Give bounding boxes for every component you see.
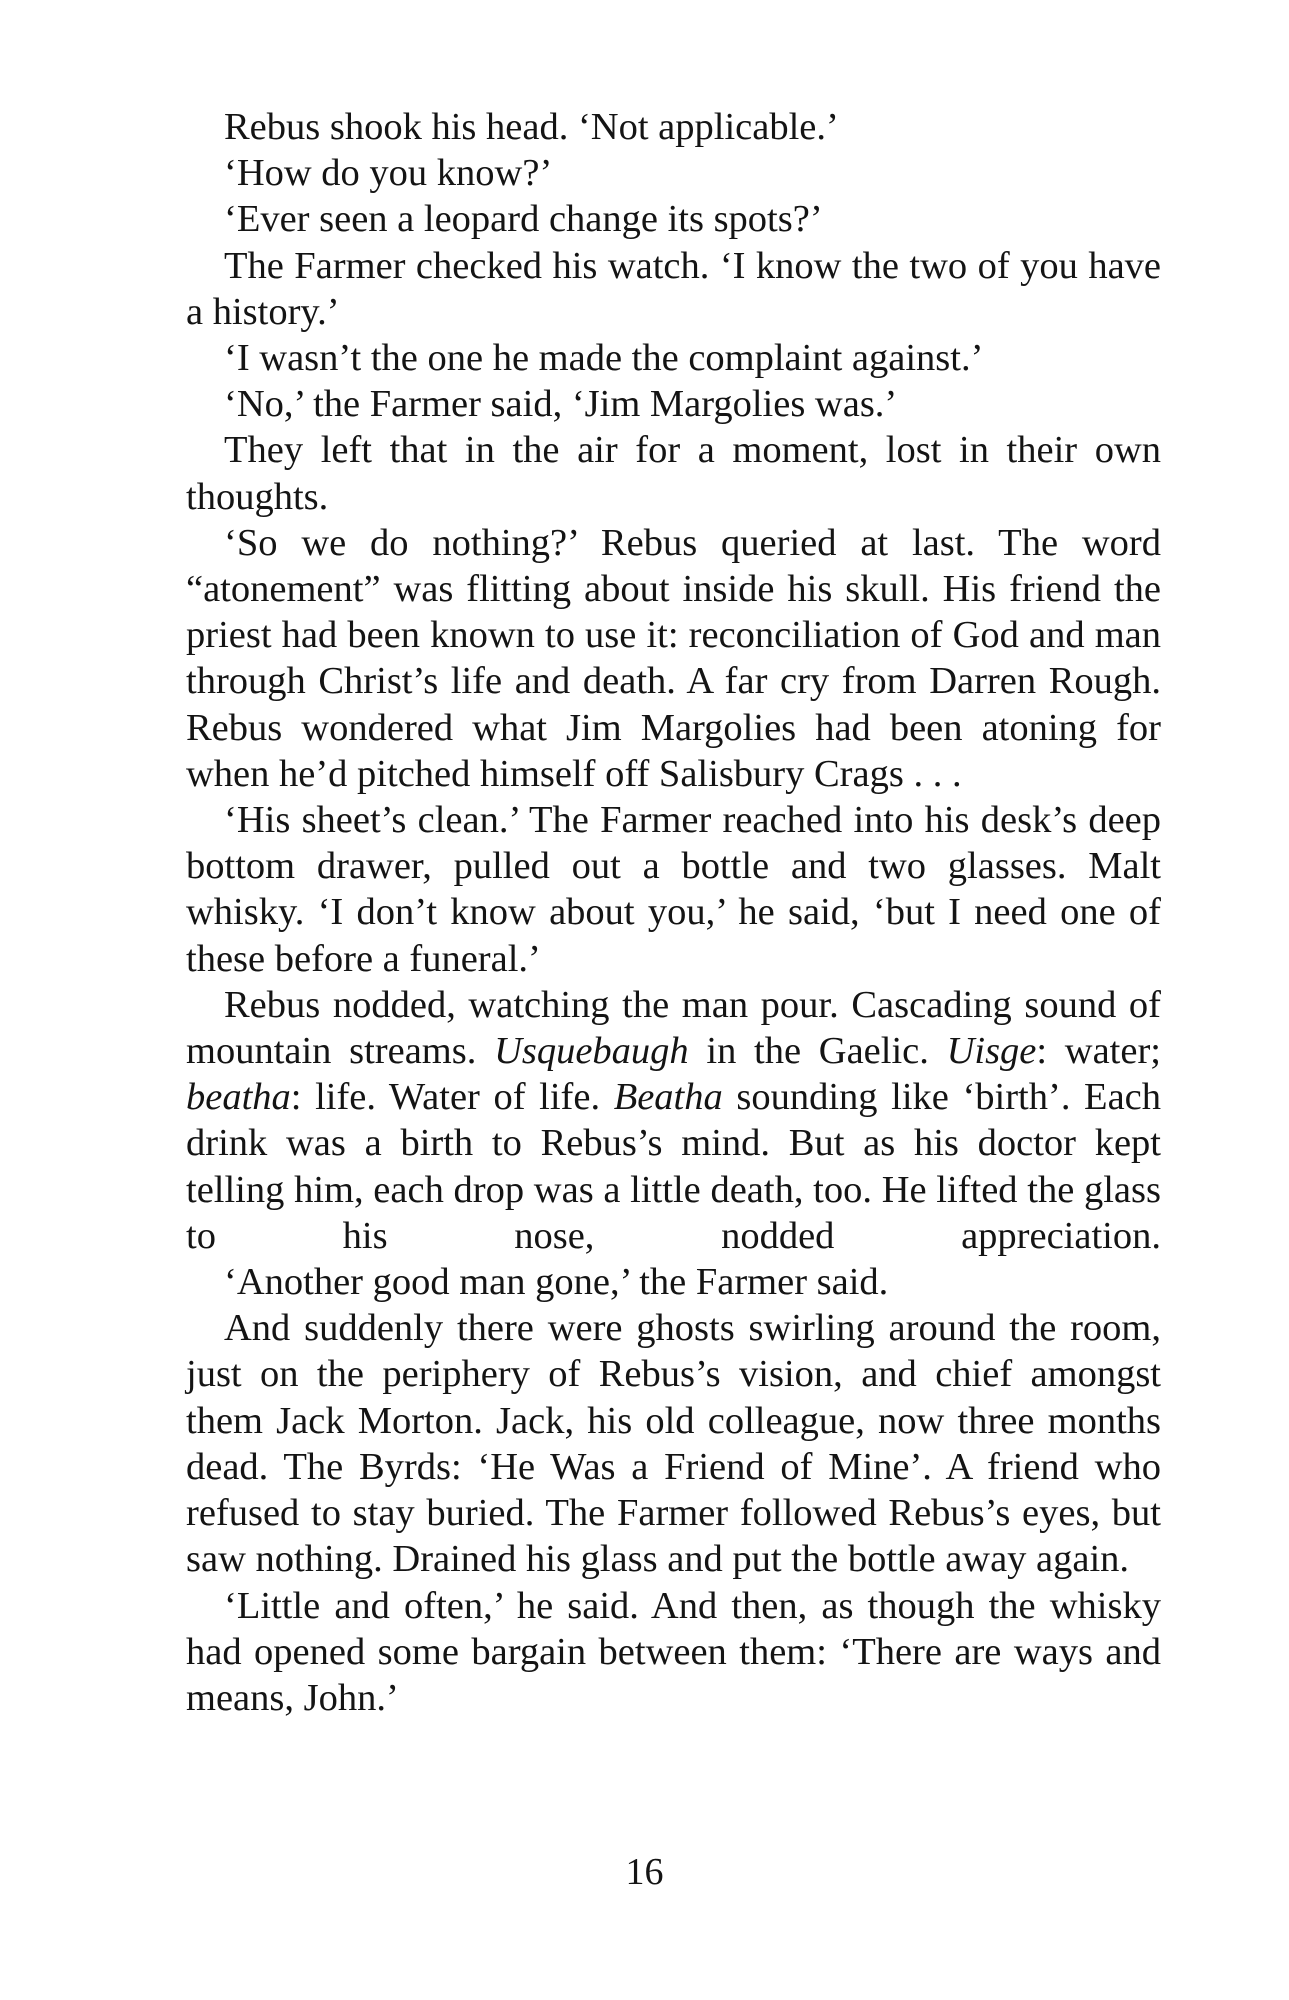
text-run: ‘I wasn’t the one he made the complaint against.’ [224,337,984,380]
paragraph [186,427,1161,519]
text-run: And suddenly there were ghosts swirling around the room, just on the periphery of Rebus’s vision, and chief amongst them Jack Morton. Jack, his old colleague, now three months dead. The Byrds: ‘He Was a Friend of Mine’. A friend who refused to stay buried. The Farmer followed Rebus’s eyes, but saw nothing. Drained his glass and put the bottle away again. [186,1307,1161,1581]
text-run: ‘No,’ the Farmer said, ‘Jim Margolies was.’ [224,383,898,426]
text-run: ‘Little and often,’ he said. And then, as though the whisky had opened some bargain between them: ‘There are ways and means, John.’ [186,1584,1161,1719]
paragraph [186,520,1161,797]
text-run: ‘Ever seen a leopard change its spots?’ [224,198,823,241]
paragraph [186,1583,1161,1722]
paragraph [186,196,1161,242]
text-run: in the Gaelic. [688,1030,947,1073]
text-run: : life. Water of life. [290,1076,614,1119]
text-run: ‘How do you know?’ [224,152,553,195]
text-run: sounding like ‘birth’. Each drink was a birth to Rebus’s mind. But as his doctor kept telling him, each drop was a little death, too. He lifted the glass to his nose, nodded appreciation. [186,1076,1161,1257]
text-run: ‘His sheet’s clean.’ The Farmer reached into his desk’s deep bottom drawer, pulled out a bottle and two glasses. Malt whisky. ‘I don’t know about you,’ he said, ‘but I need one of these before a funeral.’ [186,799,1161,980]
text-run: Rebus nodded, watching the man pour. Cascading sound of mountain streams. [186,983,1161,1073]
paragraph [186,335,1161,381]
body-text [186,104,1161,1721]
italic-text: Beatha [613,1076,723,1119]
paragraph [186,243,1161,335]
italic-text: Uisge [946,1030,1037,1073]
paragraph [186,1305,1161,1582]
text-run: ‘Another good man gone,’ the Farmer said. [224,1261,889,1304]
text-run: : water; [1036,1030,1161,1073]
paragraph [186,150,1161,196]
paragraph [186,982,1161,1259]
italic-text: Usquebaugh [494,1030,689,1073]
text-run: Rebus shook his head. ‘Not applicable.’ [224,106,839,148]
text-run: ‘So we do nothing?’ Rebus queried at last. The word “atonement” was flitting about inside his skull. His friend the priest had been known to use it: reconciliation of God and man through Christ’s life and death. A far cry from Darren Rough. Rebus wondered what Jim Margolies had been atoning for when he’d pitched himself off Salisbury Crags . . . [186,521,1161,795]
paragraph [186,1259,1161,1305]
page-number: 16 [625,1851,664,1893]
paragraph [186,797,1161,982]
text-run: The Farmer checked his watch. ‘I know the two of you have a history.’ [186,244,1161,333]
italic-text: beatha [186,1076,291,1119]
paragraph [186,381,1161,427]
paragraph [186,104,1161,150]
text-run: They left that in the air for a moment, lost in their own thoughts. [186,429,1161,518]
